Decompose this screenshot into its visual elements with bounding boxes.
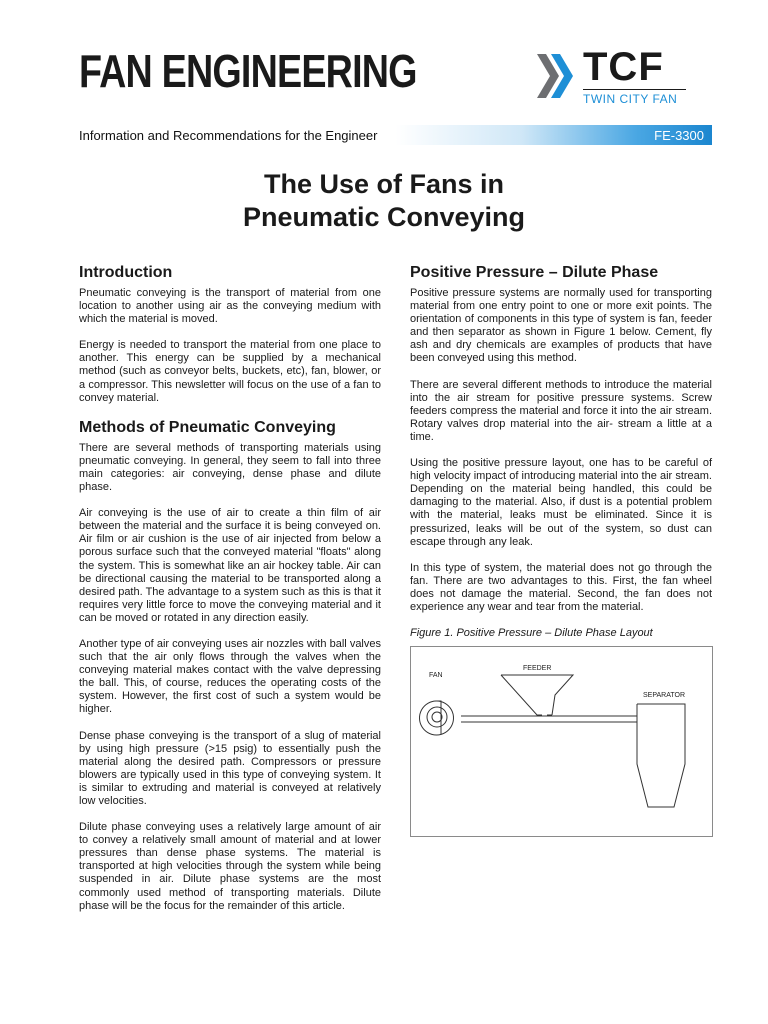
right-paragraph-3: Using the positive pressure layout, one has to be careful of high velocity impact of introducing material into the air stream. Depending on the material being handled, this could be damaging to the material. Also, if dust is a potential problem with the material, leaks must be eliminated. Since it is pressurized, leaks will be out of the system, so dust can escape through any leak.: [410, 457, 712, 548]
logo-subtitle: TWIN CITY FAN: [583, 92, 678, 106]
title-line-1: The Use of Fans in: [263, 169, 505, 199]
document-code: FE-3300: [654, 128, 704, 143]
fan-icon: [420, 701, 454, 735]
methods-paragraph-4: Dense phase conveying is the transport of a slug of material by using high pressure (>15 psig) to essentially push the material along the desired path. Compressors or pressure blowers are typically used in this type of conveying system. It is similar to extruding and material is conveyed at relatively low velocities.: [79, 729, 381, 807]
info-bar: [79, 125, 712, 145]
conveying-pipe: [461, 716, 637, 722]
intro-paragraph-1: Pneumatic conveying is the transport of material from one location to another using air as the conveying medium with which the material is moved.: [79, 287, 381, 326]
figure-caption: Figure 1. Positive Pressure – Dilute Phase Layout: [410, 627, 653, 640]
positive-pressure-heading: Positive Pressure – Dilute Phase: [410, 264, 659, 281]
logo-divider: [583, 89, 686, 90]
right-paragraph-2: There are several different methods to introduce the material into the air stream for positive pressure systems. Screw feeders compress the material and force it into the air stream. Rotary valves drop material into the air- stream a little at a time.: [410, 378, 712, 443]
layout-diagram: [411, 647, 712, 836]
masthead: [79, 45, 417, 97]
page-title: [0, 168, 768, 234]
fan-label: FAN: [429, 672, 443, 680]
methods-paragraph-2: Air conveying is the use of air to create a thin film of air between the material and the surface it is being conveyed on. Air film or air cushion is the use of air injected from below a porous surface such that the conveyed material "floats" along the system. This is somewhat like an air hockey table. Air can be directional causing the material to be transported along a desired path. The advantage to a system such as this is that it requires very little force to move the conveying material and it can be moved or rotated in any direction easily.: [79, 507, 381, 624]
right-paragraph-4: In this type of system, the material does not go through the fan. There are two advantages to this. First, the fan wheel does not damage the material. Second, the fan does not experience any wear and tear from the material.: [410, 561, 712, 613]
intro-heading: Introduction: [79, 264, 173, 281]
title-line-2: Pneumatic Conveying: [242, 202, 526, 232]
figure-1-diagram: [410, 646, 713, 837]
methods-heading: Methods of Pneumatic Conveying: [79, 418, 336, 436]
intro-paragraph-2: Energy is needed to transport the material from one place to another. This energy can be supplied by a mechanical method (such as conveyor belts, buckets, etc), fan, blower, or a compressor. This newsletter will focus on the use of a fan to convey material.: [79, 339, 381, 404]
right-column: [410, 263, 712, 837]
methods-paragraph-5: Dilute phase conveying uses a relatively large amount of air to convey a relatively small amount of material and at lower pressures than dense phase systems. The material is transported at high velocities through the system while being suspended in air. Dilute phase systems are the most commonly used method of transporting materials. Dilute phase will be the focus for the remainder of this article.: [79, 821, 381, 912]
separator-label: SEPARATOR: [643, 692, 686, 700]
left-column: [79, 263, 381, 926]
masthead-text: FAN ENGINEERING: [79, 45, 417, 97]
tagline: Information and Recommendations for the Engineer: [79, 128, 378, 143]
feeder-label: FEEDER: [523, 665, 552, 673]
methods-paragraph-3: Another type of air conveying uses air nozzles with ball valves such that the air only flows through the valves when the conveying material makes contact with the valve depressing the ball. This, of course, reduces the operating costs of the system. However, the first cost of such a system would be higher.: [79, 637, 381, 716]
right-paragraph-1: Positive pressure systems are normally used for transporting material from one entry point to one or more exit points. The orientation of components in this type of system is fan, feeder and then separator as shown in Figure 1 below. Cement, fly ash and dry chemicals are examples of products that have been conveyed using this method.: [410, 287, 712, 365]
separator-icon: [637, 704, 685, 807]
logo-name: TCF: [583, 45, 664, 89]
feeder-icon: [501, 675, 573, 715]
methods-paragraph-1: There are several methods of transporting materials using pneumatic conveying. In general, they seem to fall into three main categories: air conveying, dense phase and dilute phase.: [79, 441, 381, 494]
